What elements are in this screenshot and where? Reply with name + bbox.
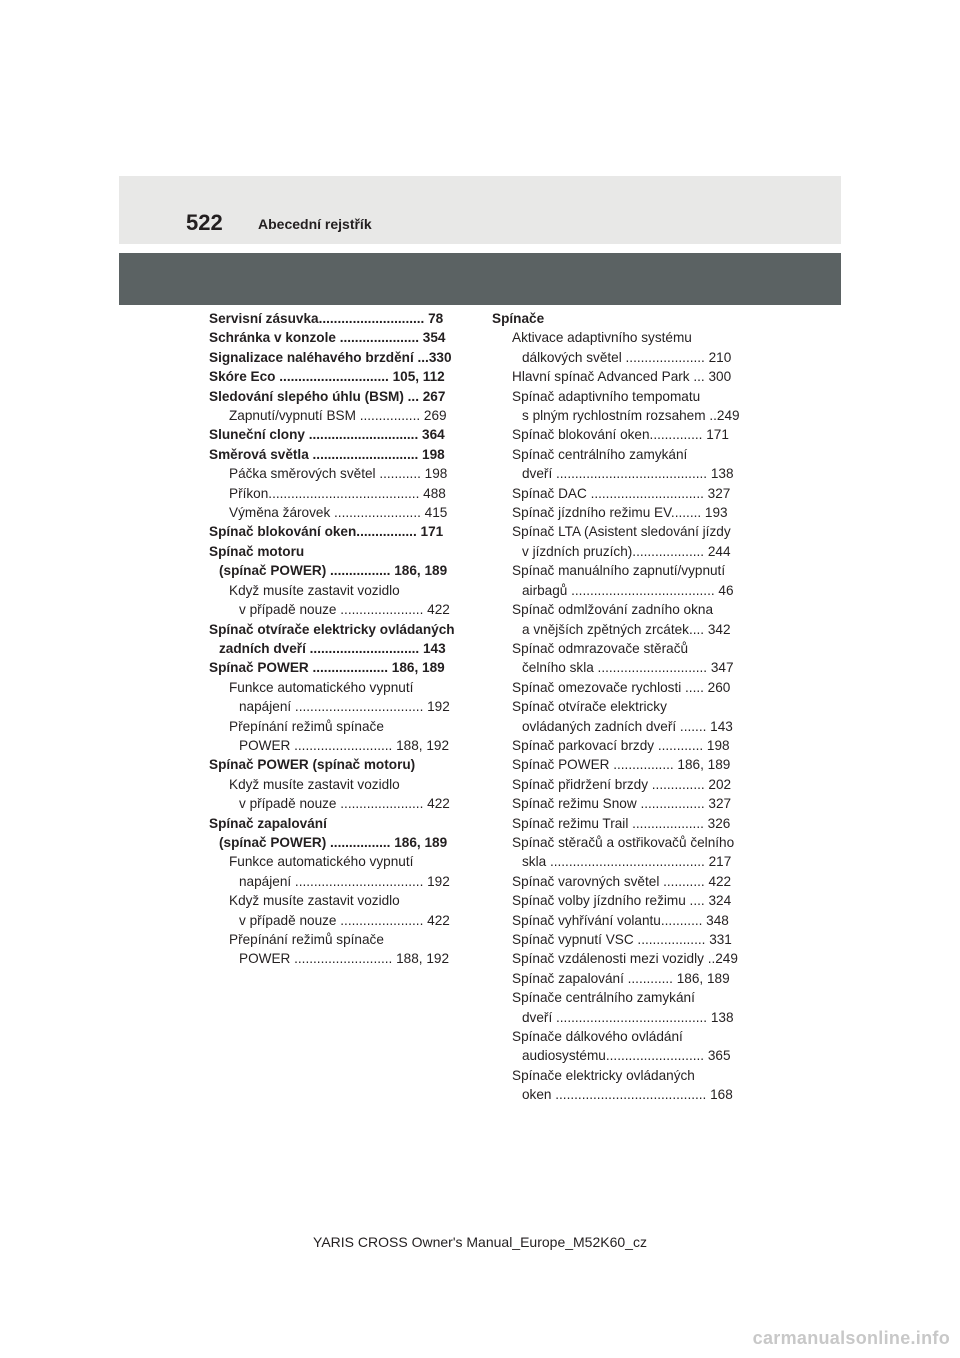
index-entry: Spínač POWER .................... 186, 189 xyxy=(209,660,445,676)
index-entry: Spínače dálkového ovládání xyxy=(512,1029,683,1045)
index-entry: Spínače xyxy=(492,311,545,326)
index-entry: Sluneční clony ............................. 364 xyxy=(209,427,445,443)
index-entry: Spínač vzdálenosti mezi vozidly ..249 xyxy=(512,951,738,967)
index-entry: dveří ........................................ 138 xyxy=(522,466,734,482)
index-entry: Spínač DAC .............................. 327 xyxy=(512,485,731,501)
index-entry: Spínač otvírače elektricky ovládaných xyxy=(209,621,455,637)
index-entry: Spínač stěračů a ostřikovačů čelního xyxy=(512,834,735,850)
index-entry: Spínač zapalování ............ 186, 189 xyxy=(512,970,730,986)
index-entry: Když musíte zastavit vozidlo xyxy=(229,893,400,909)
index-entry: Výměna žárovek ....................... 415 xyxy=(229,505,448,521)
index-entry: Spínač motoru xyxy=(209,543,305,559)
page-number: 522 xyxy=(186,210,223,235)
section-banner xyxy=(119,253,841,305)
index-entry: napájení .................................. 192 xyxy=(239,873,450,889)
index-entry: ovládaných zadních dveří ....... 143 xyxy=(522,718,733,734)
index-entry: Páčka směrových světel ........... 198 xyxy=(229,466,448,482)
index-entry: Spínač vyhřívání volantu........... 348 xyxy=(512,912,729,928)
index-entry: dálkových světel ..................... 210 xyxy=(522,349,732,365)
index-entry: airbagů ...................................... 46 xyxy=(522,582,734,598)
index-entry: Přepínání režimů spínače xyxy=(229,718,384,734)
index-entry: Spínač manuálního zapnutí/vypnutí xyxy=(512,563,726,579)
index-entry: Spínač adaptivního tempomatu xyxy=(512,388,701,404)
index-entry: Funkce automatického vypnutí xyxy=(229,854,414,870)
index-entry: Spínač otvírače elektricky xyxy=(512,699,667,715)
index-entry: Aktivace adaptivního systému xyxy=(512,330,692,346)
index-entry: s plným rychlostním rozsahem ..249 xyxy=(522,408,740,424)
index-entry: Spínač blokování oken................ 171 xyxy=(209,524,444,540)
index-column-left xyxy=(209,309,463,969)
index-entry: POWER .......................... 188, 192 xyxy=(239,951,450,967)
header-band xyxy=(119,176,841,244)
footer-text: YARIS CROSS Owner's Manual_Europe_M52K60_cz xyxy=(313,1234,647,1250)
index-entry: (spínač POWER) ................ 186, 189 xyxy=(219,834,448,850)
index-entry: Spínače centrálního zamykání xyxy=(512,990,695,1006)
index-entry: Spínač omezovače rychlosti ..... 260 xyxy=(512,679,731,695)
index-entry: Spínač POWER ................ 186, 189 xyxy=(512,757,731,773)
index-entry: v jízdních pruzích)................... 244 xyxy=(522,543,731,559)
index-entry: Spínač volby jízdního režimu .... 324 xyxy=(512,893,732,909)
index-entry: Servisní zásuvka............................ 78 xyxy=(209,311,444,326)
index-entry: Spínač zapalování xyxy=(209,815,327,831)
index-entry: Spínač odmlžování zadního okna xyxy=(512,602,714,618)
index-entry: Spínač odmrazovače stěračů xyxy=(512,640,689,656)
index-entry: Směrová světla ............................ 198 xyxy=(209,446,445,462)
index-entry: v případě nouze ...................... 422 xyxy=(239,602,450,618)
index-entry: Spínač POWER (spínač motoru) xyxy=(209,757,416,773)
index-entry: Funkce automatického vypnutí xyxy=(229,679,414,695)
index-entry: Spínač varovných světel ........... 422 xyxy=(512,873,732,889)
index-entry: Spínač blokování oken.............. 171 xyxy=(512,427,729,443)
index-entry: Spínač LTA (Asistent sledování jízdy xyxy=(512,524,731,540)
index-entry: Přepínání režimů spínače xyxy=(229,932,384,947)
index-entry: Signalizace naléhavého brzdění ...330 xyxy=(209,349,452,365)
index-entry: Příkon........................................ 488 xyxy=(229,485,446,501)
index-entry: Když musíte zastavit vozidlo xyxy=(229,582,400,598)
index-entry: Spínač jízdního režimu EV........ 193 xyxy=(512,505,728,521)
index-entry: Spínače elektricky ovládaných xyxy=(512,1067,695,1083)
index-entry: audiosystému.......................... 365 xyxy=(522,1048,731,1064)
index-entry: čelního skla ............................. 347 xyxy=(522,660,734,676)
index-entry: Zapnutí/vypnutí BSM ................ 269 xyxy=(229,408,447,424)
index-entry: Když musíte zastavit vozidlo xyxy=(229,776,400,792)
index-entry: Hlavní spínač Advanced Park ... 300 xyxy=(512,369,732,385)
index-entry: oken ........................................ 168 xyxy=(522,1087,733,1103)
index-column-right xyxy=(492,309,746,1105)
index-entry: Spínač režimu Trail ................... 326 xyxy=(512,815,731,831)
index-entry: dveří ........................................ 138 xyxy=(522,1009,734,1025)
index-entry: Sledování slepého úhlu (BSM) ... 267 xyxy=(209,388,446,404)
index-entry: (spínač POWER) ................ 186, 189 xyxy=(219,563,448,579)
index-entry: Spínač centrálního zamykání xyxy=(512,446,688,462)
index-entry: POWER .......................... 188, 192 xyxy=(239,737,450,753)
index-entry: Spínač přidržení brzdy .............. 202 xyxy=(512,776,732,792)
index-entry: zadních dveří ............................. 143 xyxy=(219,640,446,656)
index-entry: Spínač vypnutí VSC .................. 331 xyxy=(512,932,732,947)
index-entry: napájení .................................. 192 xyxy=(239,699,450,715)
index-entry: v případě nouze ...................... 422 xyxy=(239,796,450,812)
index-entry: skla ......................................... 217 xyxy=(522,854,732,870)
watermark-logo: carmanualsonline.info xyxy=(752,1328,950,1348)
section-title: Abecední rejstřík xyxy=(258,216,372,232)
index-entry: Schránka v konzole ..................... 354 xyxy=(209,330,446,346)
index-entry: Spínač parkovací brzdy ............ 198 xyxy=(512,737,730,753)
index-entry: Spínač režimu Snow ................. 327 xyxy=(512,796,732,812)
index-entry: v případě nouze ...................... 422 xyxy=(239,912,450,928)
index-entry: Skóre Eco ............................. 105, 112 xyxy=(209,369,445,385)
index-entry: a vnějších zpětných zrcátek.... 342 xyxy=(522,621,731,637)
